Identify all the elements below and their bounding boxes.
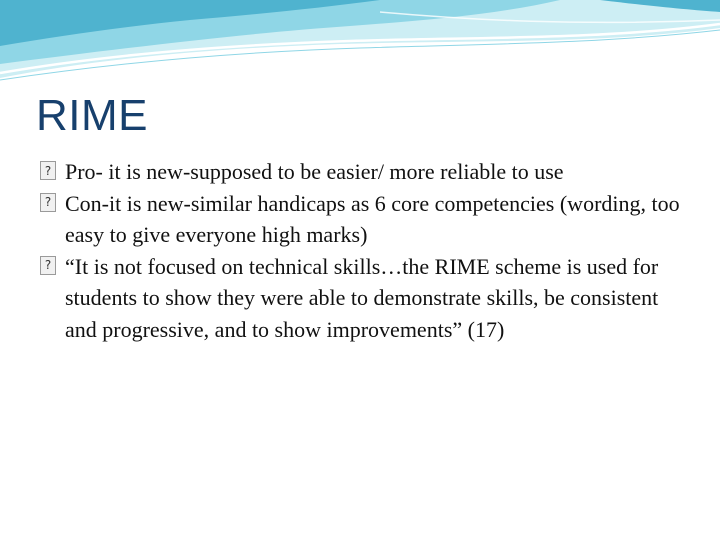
- bullet-list: [40, 156, 690, 345]
- bullet-text: Pro- it is new-supposed to be easier/ more reliable to use: [65, 159, 564, 184]
- bullet-item-quote: [40, 251, 690, 346]
- slide-title: RIME: [36, 91, 148, 140]
- bullet-item-con: [40, 188, 690, 251]
- bullet-text: “It is not focused on technical skills…the RIME scheme is used for students to show they were able to demonstrate skills, be consistent and progressive, and to show improvements” (17): [65, 253, 659, 342]
- missing-glyph-icon: ?: [40, 256, 56, 275]
- missing-glyph-icon: ?: [40, 161, 56, 180]
- missing-glyph-icon: ?: [40, 193, 56, 212]
- decorative-wave-header: [0, 0, 720, 90]
- bullet-item-pro: [40, 156, 690, 188]
- bullet-text: Con-it is new-similar handicaps as 6 core competencies (wording, too easy to give everyone high marks): [65, 190, 680, 247]
